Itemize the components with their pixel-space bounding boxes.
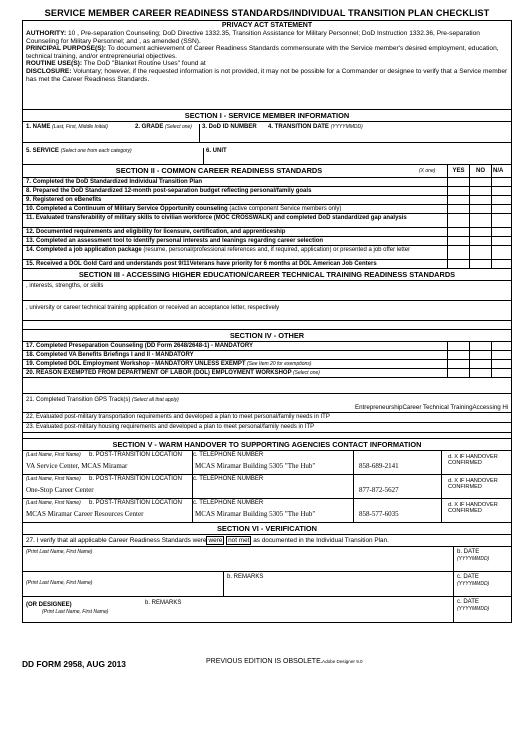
date-c-field[interactable]: c. DATE (YYYYMMDD) [453,572,511,596]
form-title: SERVICE MEMBER CAREER READINESS STANDARDS/INDIVIDUAL TRANSITION PLAN CHECKLIST [44,8,490,18]
section-4-items [23,342,511,378]
other-item: 20. REASON EXEMPTED FROM DEPARTMENT OF LABOR (DOL) EMPLOYMENT WORKSHOP (Select one) [23,369,511,378]
no-checkbox[interactable] [469,178,491,186]
telephone-number[interactable]: 877-872-5627 [353,475,399,498]
section-3-header: SECTION III - ACCESSING HIGHER EDUCATION/CAREER TECHNICAL TRAINING READINESS STANDARDS [23,269,511,281]
no-checkbox[interactable] [469,228,491,236]
agency-name[interactable]: MCAS Miramar Career Resources Center [26,510,144,518]
checklist-item: 12. Documented requirements and eligibility for licensure, certification, and apprenticeship [23,228,511,237]
verifier-row-3[interactable]: (OR DESIGNEE) (Print Last Name, First Name) b. REMARKS c. DATE (YYYYMMDD) [23,597,511,622]
yes-checkbox[interactable] [447,246,469,259]
no-column-header: NO [469,165,491,177]
na-checkbox[interactable] [491,214,513,227]
handover-confirmed[interactable]: d. X IF HANDOVER CONFIRMED [441,499,513,522]
verifier-row-1[interactable]: (Print Last Name, First Name) b. DATE (YYYYMMDD) [23,547,511,572]
post-transition-location[interactable]: MCAS Miramar Building 5305 "The Hub" [192,451,315,474]
item-21-row: 21. Completed Transition GPS Track(s) (Select all that apply) EntrepreneurshipCareer Technical TrainingAccessing Hi [23,394,511,413]
yes-checkbox[interactable] [447,205,469,213]
section-3-item-1: , interests, strengths, or skills [23,281,511,301]
x-one-hint: (X one) [419,168,436,174]
checklist-item: 15. Received a DOL Gold Card and understands post 9/11Veterans have priority for 6 months at DOL American Job Centers [23,260,511,269]
handover-row: (Last Name, First Name) b. POST-TRANSITION LOCATION c. TELEPHONE NUMBER One-Stop Career Center 877-872-5627 d. X IF HANDOVER CONFIRMED [23,475,511,499]
authority-paragraph: AUTHORITY: 10 , Pre-separation Counseling; DoD Directive 1332.35, Transition Assistance for Military Personnel; DoD Instruction 1332.36, Pre-separation Counseling for Military Personnel; and , as amended (SSN). [26,30,480,45]
handover-row: (Last Name, First Name) b. POST-TRANSITION LOCATION c. TELEPHONE NUMBER VA Service Center, MCAS Miramar MCAS Miramar Building 5305 "The Hub" 858-689-2141 d. X IF HANDOVER CONFIRMED [23,451,511,475]
no-checkbox[interactable] [469,237,491,245]
agency-name[interactable]: VA Service Center, MCAS Miramar [26,462,128,470]
yes-checkbox[interactable] [447,260,469,268]
no-checkbox[interactable] [469,360,491,368]
dod-id-field-label[interactable]: 3. DoD ID NUMBER [199,124,257,142]
item-23-row: 23. Evaluated post-military housing requirements and developed a plan to meet personal/family needs in ITP [23,423,511,433]
not-met-option[interactable]: not met [228,537,250,544]
na-checkbox[interactable] [491,205,513,213]
routine-use-paragraph: ROUTINE USE(S): The DoD "Blanket Routine Uses" found at [26,60,206,68]
service-field-label[interactable]: 5. SERVICE (Select one from each category) [26,148,132,154]
telephone-number[interactable]: 858-689-2141 [353,451,399,474]
item-20-options-row[interactable] [23,378,511,394]
obsolete-notice: PREVIOUS EDITION IS OBSOLETE. [206,658,323,665]
telephone-number[interactable]: 858-577-6035 [353,499,399,522]
yes-checkbox[interactable] [447,196,469,204]
yes-checkbox[interactable] [447,351,469,359]
verifier-row-2[interactable]: (Print Last Name, First Name) b. REMARKS c. DATE (YYYYMMDD) [23,572,511,597]
checklist-form [22,20,512,623]
item-22-row: 22. Evaluated post-military transportation requirements and developed a plan to meet personal/family needs in ITP [23,413,511,423]
name-field-label: 1. NAME (Last, First, Middle Initial) [26,124,108,130]
na-checkbox[interactable] [491,187,513,195]
checklist-item: 11. Evaluated transferability of military skills to civilian workforce (MOC CROSSWALK) and completed DoD standardized gap analysis [23,214,511,228]
no-checkbox[interactable] [469,342,491,350]
no-checkbox[interactable] [469,196,491,204]
na-checkbox[interactable] [491,360,513,368]
were-option[interactable]: were [208,537,223,544]
unit-field-label[interactable]: 6. UNIT [203,148,227,164]
handover-row: (Last Name, First Name) b. POST-TRANSITION LOCATION c. TELEPHONE NUMBER MCAS Miramar Career Resources Center MCAS Miramar Building 5305 "The Hub" 858-577-6035 d. X IF HANDOVER CONFIRMED [23,499,511,523]
section-4-header: SECTION IV - OTHER [23,330,511,342]
grade-field-label[interactable]: 2. GRADE (Select one) [135,124,192,130]
yes-checkbox[interactable] [447,237,469,245]
na-checkbox[interactable] [491,246,513,259]
na-checkbox[interactable] [491,237,513,245]
section-5-header: SECTION V - WARM HANDOVER TO SUPPORTING AGENCIES CONTACT INFORMATION [23,439,511,451]
privacy-act-header: PRIVACY ACT STATEMENT [221,22,313,29]
other-item: 19. Completed DOL Employment Workshop - MANDATORY UNLESS EXEMPT (See Item 20 for exemptions) [23,360,511,369]
yes-column-header: YES [447,165,469,177]
no-checkbox[interactable] [469,214,491,227]
item-27-row: 27. I verify that all applicable Career Readiness Standards were were not met as documented in the Individual Transition Plan. [23,535,511,547]
no-checkbox[interactable] [469,260,491,268]
yes-checkbox[interactable] [447,369,469,377]
no-checkbox[interactable] [469,246,491,259]
yes-checkbox[interactable] [447,360,469,368]
disclosure-paragraph: DISCLOSURE: Voluntary; however, if the requested information is not provided, it may not be possible for a Commander or designee to verify that a Service member has met the Career Readiness Standards. [26,67,508,83]
other-item: 18. Completed VA Benefits Briefings I and II - MANDATORY [23,351,511,360]
designer-note: Adobe Designer 9.0 [322,659,363,664]
form-number: DD FORM 2958, AUG 2013 [22,659,126,669]
na-checkbox[interactable] [491,342,513,350]
section-2-header: SECTION II - COMMON CAREER READINESS STANDARDS [115,166,323,175]
post-transition-location[interactable] [192,475,195,498]
section-6-header: SECTION VI - VERIFICATION [23,523,511,535]
transition-date-label[interactable]: 4. TRANSITION DATE (YYYYMMDD) [268,124,363,130]
yes-checkbox[interactable] [447,228,469,236]
section-3-item-2: , university or career technical training application or received an acceptance letter, respectively [23,301,511,321]
yes-checkbox[interactable] [447,214,469,227]
na-checkbox[interactable] [491,260,513,268]
section-2-header-row [23,165,511,178]
checklist-item: 10. Completed a Continuum of Military Service Opportunity counseling (active component Service members only) [23,205,511,214]
date-c2-field[interactable]: c. DATE (YYYYMMDD) [453,597,511,622]
handover-confirmed[interactable]: d. X IF HANDOVER CONFIRMED [441,451,513,474]
checklist-item: 7. Completed the DoD Standardized Individual Transition Plan [23,178,511,187]
na-checkbox[interactable] [491,369,513,377]
agency-name[interactable]: One-Stop Career Center [26,486,94,494]
post-transition-location[interactable]: MCAS Miramar Building 5305 "The Hub" [192,499,315,522]
checklist-item: 8. Prepared the DoD Standardized 12-month post-separation budget reflecting personal/family goals [23,187,511,196]
other-item: 17. Completed Preseparation Counseling (DD Form 2648/2648-1) - MANDATORY [23,342,511,351]
na-checkbox[interactable] [491,351,513,359]
gps-tracks-options[interactable]: EntrepreneurshipCareer Technical TrainingAccessing Hi [355,404,509,411]
no-checkbox[interactable] [469,187,491,195]
service-member-info-row-1 [23,122,511,143]
na-checkbox[interactable] [491,228,513,236]
purpose-paragraph: PRINCIPAL PURPOSE(S): To document achievement of Career Readiness Standards commensurate with the Service member's desired employment, education, technical training, and/or entrepreneurial objectives. [26,45,499,60]
handover-confirmed[interactable]: d. X IF HANDOVER CONFIRMED [441,475,513,498]
no-checkbox[interactable] [469,351,491,359]
form-footer [22,656,512,670]
section-2-items [23,178,511,269]
no-checkbox[interactable] [469,205,491,213]
checklist-item: 13. Completed an assessment tool to identify personal interests and leanings regarding career selection [23,237,511,246]
checklist-item: 14. Completed a job application package (resume, personal/professional references and, if required, application) or presented a job offer letter [23,246,511,260]
checklist-item: 9. Registered on eBenefits [23,196,511,205]
remarks-b-field[interactable]: b. REMARKS [223,572,266,596]
na-column-header: N/A [491,165,513,177]
yes-checkbox[interactable] [447,342,469,350]
na-checkbox[interactable] [491,178,513,186]
date-b-field[interactable]: b. DATE (YYYYMMDD) [453,547,511,571]
privacy-act-section [23,21,511,110]
designee-label: (OR DESIGNEE) [26,602,72,608]
na-checkbox[interactable] [491,196,513,204]
yes-checkbox[interactable] [447,178,469,186]
section-5-rows [23,451,511,523]
no-checkbox[interactable] [469,369,491,377]
section-1-header: SECTION I - SERVICE MEMBER INFORMATION [23,110,511,122]
section-3-spacer [23,321,511,330]
remarks-b2-label[interactable]: b. REMARKS [145,600,182,606]
yes-checkbox[interactable] [447,187,469,195]
service-member-info-row-2 [23,143,511,165]
